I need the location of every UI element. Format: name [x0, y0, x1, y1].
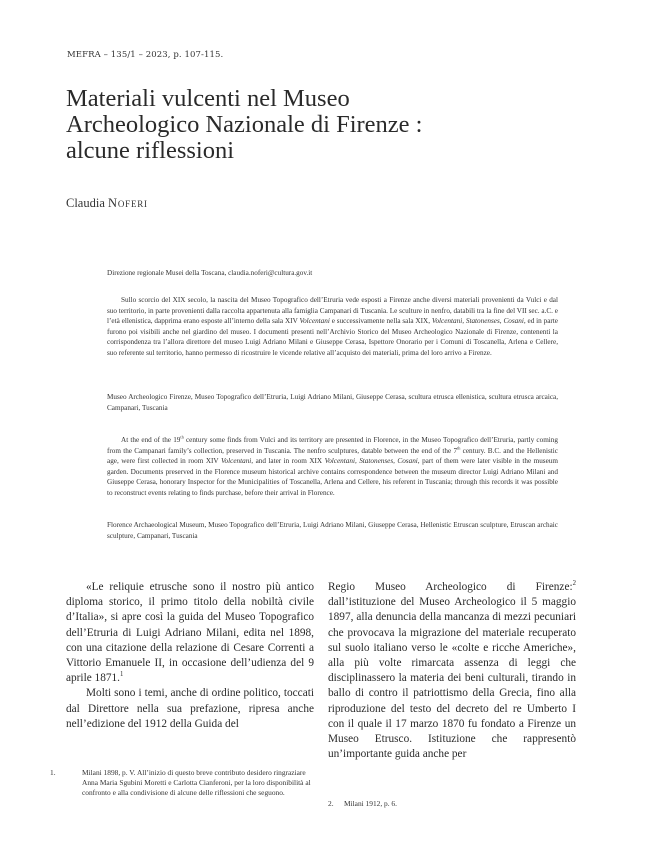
footnote-1-number: 1. [50, 768, 56, 777]
author [66, 196, 148, 211]
footnote-1-text: Milani 1898, p. V. All’inizio di questo breve contributo desidero ringraziare Anna Maria Sgubini Moretti e Carlotta Cianferoni, per la loro disponibilità al confronto e alla condivisione di alcune delle riflessioni che seguono. [82, 768, 311, 798]
article-title [66, 86, 586, 164]
footnote-2-text: Milani 1912, p. 6. [344, 799, 397, 808]
footnote-ref-1: 1 [119, 671, 124, 679]
keywords-italian: Museo Archeologico Firenze, Museo Topografico dell’Etruria, Luigi Adriano Milani, Giuseppe Cerasa, scultura etrusca ellenistica, scultura etrusca arcaica, Campanari, Tuscania [107, 393, 558, 412]
body-paragraph-1: «Le reliquie etrusche sono il nostro più antico diploma storico, il primo titolo della nobiltà civile d’Italia», si apre così la guida del Museo Topografico dell’Etruria di Luigi Adriano Milani, edita nel 1898, con una citazione della relazione di Cesare Correnti a Vittorio Emanuele II, in occasione dell’udienza del 9 aprile 1871.$^1$ [66, 581, 314, 685]
footnote-ref-2: 2 [572, 580, 576, 588]
title-line-1: Materiali vulcenti nel Museo [66, 85, 350, 112]
footnote-2-number: 2. [328, 799, 334, 808]
author-last-name: Noferi [108, 196, 148, 210]
footnote-1 [50, 768, 316, 798]
body-paragraph-2: Molti sono i temi, anche di ordine politico, toccati dal Direttore nella sua prefazione, ripresa anche nell’edizione del 1912 della Guida del [66, 687, 314, 730]
footnote-2 [328, 799, 576, 809]
body-paragraph-continued: Regio Museo Archeologico di Firenze:$^2$ dall’istituzione del Museo Archeologico il 5 maggio 1897, alla denuncia della mancanza di mezzi pecuniari che provocava la migrazione del materiale recuperato sul suolo italiano verso le «colte e ricche Americhe», alla più volte rimarcata assenza di leggi che disciplinassero la materia dei beni culturali, tirando in ballo di contro il patriottismo della Grecia, fino alla riproduzione del testo del decreto del re Umberto I con il quale il 17 marzo 1870 fu fondato a Firenze un Museo Etrusco. Istituzione che rappresentò un’importante guida anche per [328, 580, 576, 761]
abstract-italian: Sullo scorcio del XIX secolo, la nascita del Museo Topografico dell’Etruria vede esposti a Firenze anche diversi materiali provenienti da Vulci e dal suo territorio, in parte provenienti dalla raccolta appartenuta alla famiglia Campanari di Tuscania. Le sculture in nenfro, databili tra la fine del VII sec. a.C. e l’età ellenistica, dapprima erano esposte all’interno della sala XIV Volcentani e successivamente nella sala XIX, Volcentani, Statonenses, Cosani, ed in parte furono poi visibili anche nel giardino del museo. I documenti presenti nell’Archivio Storico del Museo Archeologico Nazionale di Firenze, contenenti la corrispondenza tra l’allora direttore del museo Luigi Adriano Milani e Giuseppe Cerasa, Ispettore Onorario per i Comuni di Toscanella, Arlena e Cellere, suo referente sul territorio, hanno permesso di ricostruire le vicende relative all’acquisto dei materiali, prima del loro arrivo a Firenze. [107, 296, 558, 357]
title-line-3: alcune riflessioni [66, 137, 235, 164]
body-column-right [328, 580, 576, 762]
body-column-left [66, 580, 314, 732]
keywords-english: Florence Archaeological Museum, Museo Topografico dell’Etruria, Luigi Adriano Milani, Giuseppe Cerasa, Hellenistic Etruscan sculpture, Etruscan archaic sculpture, Campanari, Tuscania [107, 521, 558, 540]
author-first-name: Claudia [66, 196, 109, 210]
affiliation: Direzione regionale Musei della Toscana, claudia.noferi@cultura.gov.it [107, 269, 313, 277]
running-head: MEFRA – 135/1 – 2023, p. 107-115. [67, 50, 224, 60]
title-line-2: Archeologico Nazionale di Firenze : [66, 111, 423, 138]
abstract-english: At the end of the 19th century some finds from Vulci and its territory are presented in Florence, in the Museo Topografico dell’Etruria, partly coming from the Campanari family’s collection, preserved in Tuscania. The nenfro sculptures, datable between the end of the 7th century. B.C. and the Hellenistic age, were first collected in room XIV Volcentani, and later in room XIX Volcentani, Statonenses, Cosani, part of them were later visible in the museum garden. Documents preserved in the Florence museum historical archive contains correspondence between the museum director Luigi Adriano Milani and Giuseppe Cerasa, honorary Inspector for the Municipalities of Toscanella, Arlena and Cellere, his referent in Tuscania; through this records it was possible to reconstruct events relating to finds purchase, before their arrival in Florence. [107, 434, 558, 497]
